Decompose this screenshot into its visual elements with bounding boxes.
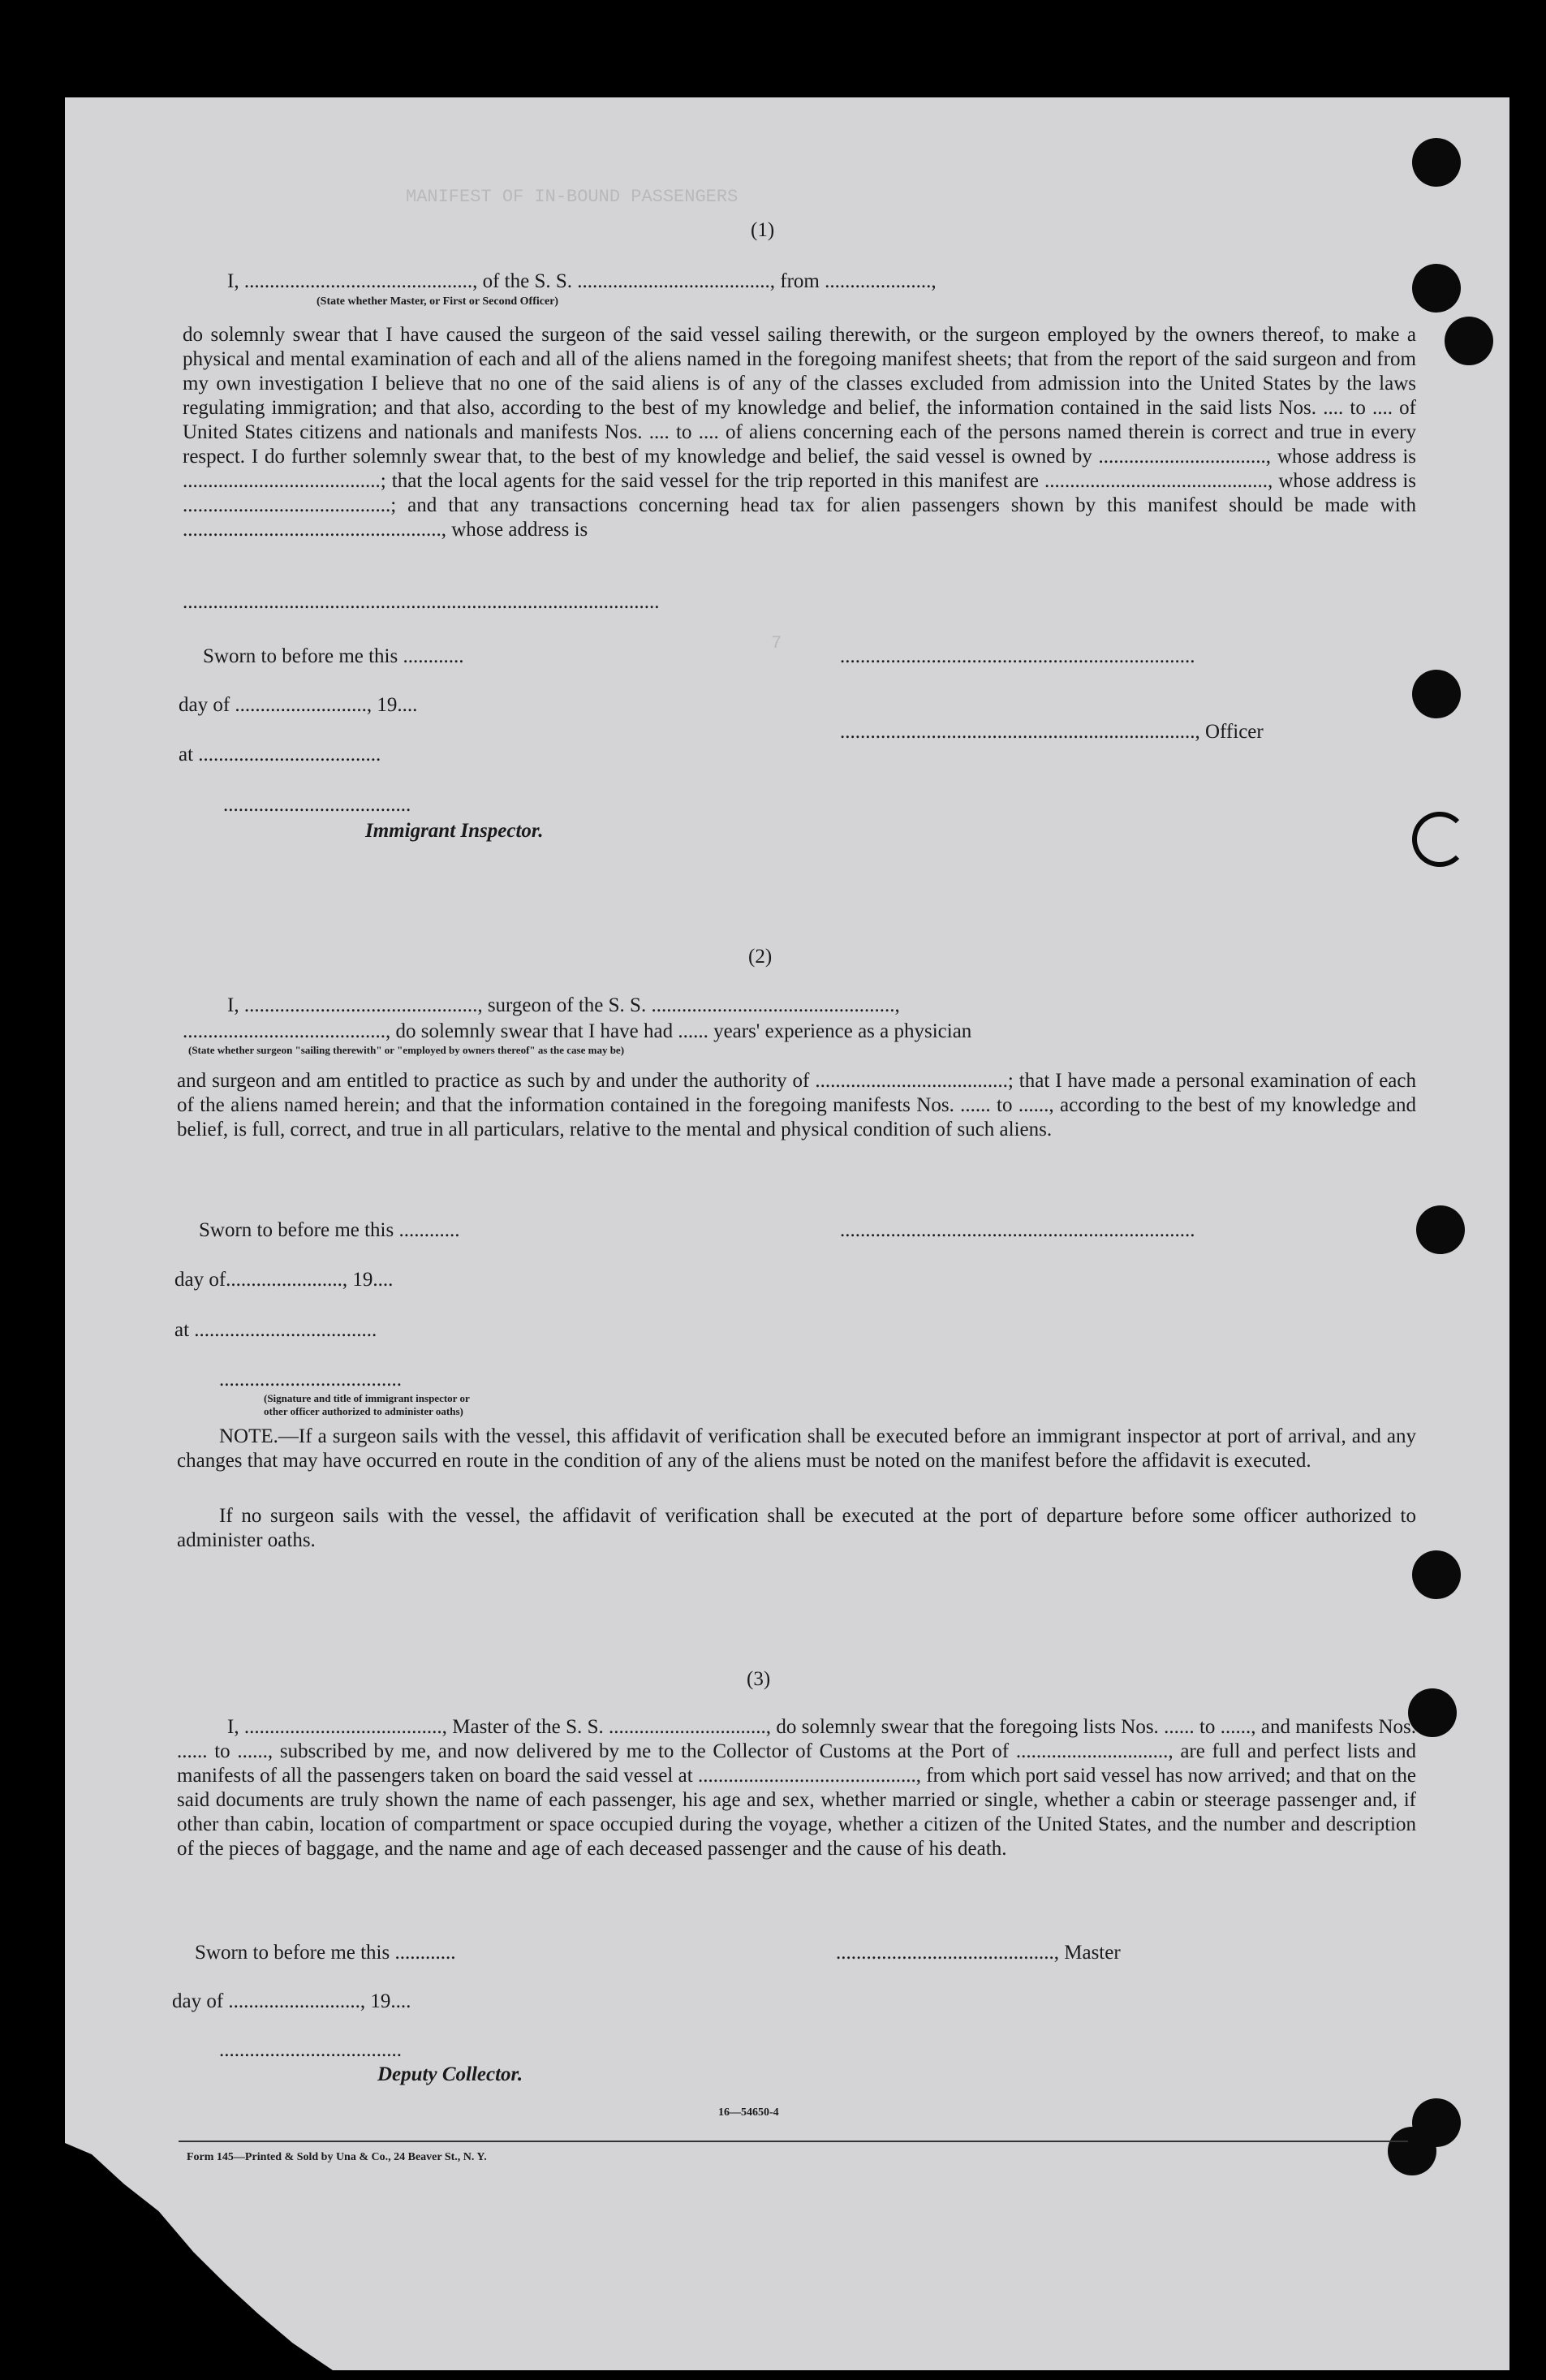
- section-2-experience-line: ........................................, do solemnly swear that I have had ...... years' experience as a physician: [183, 1020, 972, 1042]
- section-1-day-line: day of .........................., 19....: [179, 694, 418, 716]
- section-1-sworn-line: Sworn to before me this ............: [203, 645, 464, 667]
- section-2-at-line: at ....................................: [174, 1319, 377, 1341]
- surgeon-note-paragraph: NOTE.—If a surgeon sails with the vessel, this affidavit of verification shall be executed before an immigrant inspector at port of arrival, and any changes that may have occurred en route in the condition of any of the aliens must be noted on the manifest before the affidavit is executed.: [177, 1425, 1416, 1472]
- section-2-day-line: day of......................., 19....: [174, 1269, 394, 1291]
- section-1-number: (1): [751, 219, 775, 241]
- section-3-collector-dots: ....................................: [219, 2039, 402, 2061]
- manifest-affidavit-page: [65, 97, 1509, 2370]
- section-3-number: (3): [747, 1668, 771, 1690]
- no-surgeon-note-paragraph: If no surgeon sails with the vessel, the affidavit of verification shall be executed at the port of departure before some officer authorized to administer oaths.: [177, 1505, 1416, 1551]
- master-signature-line: ..........................................., Master: [836, 1942, 1121, 1964]
- torn-corner: [65, 2143, 333, 2370]
- binder-hole: [1445, 317, 1493, 365]
- section-2-number: (2): [748, 946, 773, 968]
- section-2-officer-dots: ......................................................................: [840, 1219, 1195, 1241]
- binder-hole: [1412, 670, 1461, 718]
- section-3-day-line: day of .........................., 19....: [172, 1990, 411, 2012]
- section-2-signature-dots: ....................................: [219, 1369, 402, 1390]
- footer-rule: [179, 2141, 1408, 2142]
- deputy-collector-label: Deputy Collector.: [377, 2063, 523, 2085]
- section-1-body-end: ..............................................................................................: [183, 591, 660, 613]
- section-3-sworn-line: Sworn to before me this ............: [195, 1942, 456, 1964]
- binder-hole: [1412, 1550, 1461, 1599]
- section-1-at-line: at ....................................: [179, 744, 381, 765]
- bleed-through-text: MANIFEST OF IN-BOUND PASSENGERS: [406, 187, 739, 207]
- immigrant-inspector-label: Immigrant Inspector.: [365, 820, 544, 842]
- section-1-officer-note: (State whether Master, or First or Second Officer): [317, 295, 559, 308]
- binder-hole: [1416, 1205, 1465, 1254]
- binder-hole: [1412, 264, 1461, 313]
- bleed-through-text: 7: [771, 633, 782, 653]
- printer-credit: Form 145—Printed & Sold by Una & Co., 24 Beaver St., N. Y.: [187, 2151, 487, 2163]
- section-1-inspector-dots: .....................................: [223, 794, 411, 816]
- section-2-opening-line: I, .............................................., surgeon of the S. S. ................................................,: [227, 994, 900, 1016]
- binder-hole: [1388, 2127, 1436, 2175]
- section-1-opening-line: I, ............................................., of the S. S. ......................................, from .....................,: [227, 270, 937, 292]
- section-2-sworn-line: Sworn to before me this ............: [199, 1219, 460, 1241]
- section-2-signature-note-1: (Signature and title of immigrant inspector or: [264, 1392, 470, 1404]
- form-code: 16—54650-4: [718, 2106, 779, 2119]
- section-2-signature-note-2: other officer authorized to administer oaths): [264, 1405, 463, 1417]
- binder-hole: [1412, 812, 1467, 867]
- section-2-surgeon-note: (State whether surgeon "sailing therewith" or "employed by owners thereof" as the case may be): [188, 1044, 625, 1056]
- section-1-oath-text: do solemnly swear that I have caused the surgeon of the said vessel sailing therewith, or the surgeon employed by the owners thereof, to make a physical and mental examination of each and all of the aliens named in the foregoing manifest sheets; that from the report of the said surgeon and from my own investigation I believe that no one of the said aliens is of any of the classes excluded from admission into the United States by the laws regulating immigration; and that also, according to the best of my knowledge and belief, the information contained in the said lists Nos. .... to .... of United States citizens and nationals and manifests Nos. .... to .... of aliens concerning each of the persons named therein is correct and true in every respect. I do further solemnly swear that, to the best of my knowledge and belief, the said vessel is owned by ................................., whose address is .......................................; that the local agents for the said vessel for the trip reported in this manifest are ............................................, whose address is .........................................; and that any transactions concerning head tax for alien passengers shown by this manifest should be made with ..................................................., whose address is: [183, 324, 1416, 541]
- section-3-oath-text: I, ......................................., Master of the S. S. ..............................., do solemnly swear that the foregoing lists Nos. ...... to ......, and manifests Nos. ...... to ......, subscribed by me, and now delivered by me to the Collector of Customs at the Port of .............................., are full and perfect lists and manifests of all the passengers taken on board the said vessel at ..........................................., from which port said vessel has now arrived; and that on the said documents are truly shown the name of each passenger, his age and sex, whether married or single, whether a cabin or steerage passenger and, if other than cabin, location of compartment or space occupied during the voyage, whether a citizen of the United States, and the number and description of the pieces of baggage, and the name and age of each deceased passenger and the cause of his death.: [177, 1716, 1416, 1860]
- section-1-officer-dots-top: ......................................................................: [840, 645, 1195, 667]
- section-2-oath-text: and surgeon and am entitled to practice as such by and under the authority of ......................................; that I have made a personal examination of each of the aliens named herein; and that the information contained in the foregoing manifests Nos. ...... to ......, according to the best of my knowledge and belief, is full, correct, and true in all particulars, relative to the mental and physical condition of such aliens.: [177, 1070, 1416, 1140]
- binder-hole: [1412, 138, 1461, 187]
- section-1-officer-line: ......................................................................, Officer: [840, 721, 1264, 743]
